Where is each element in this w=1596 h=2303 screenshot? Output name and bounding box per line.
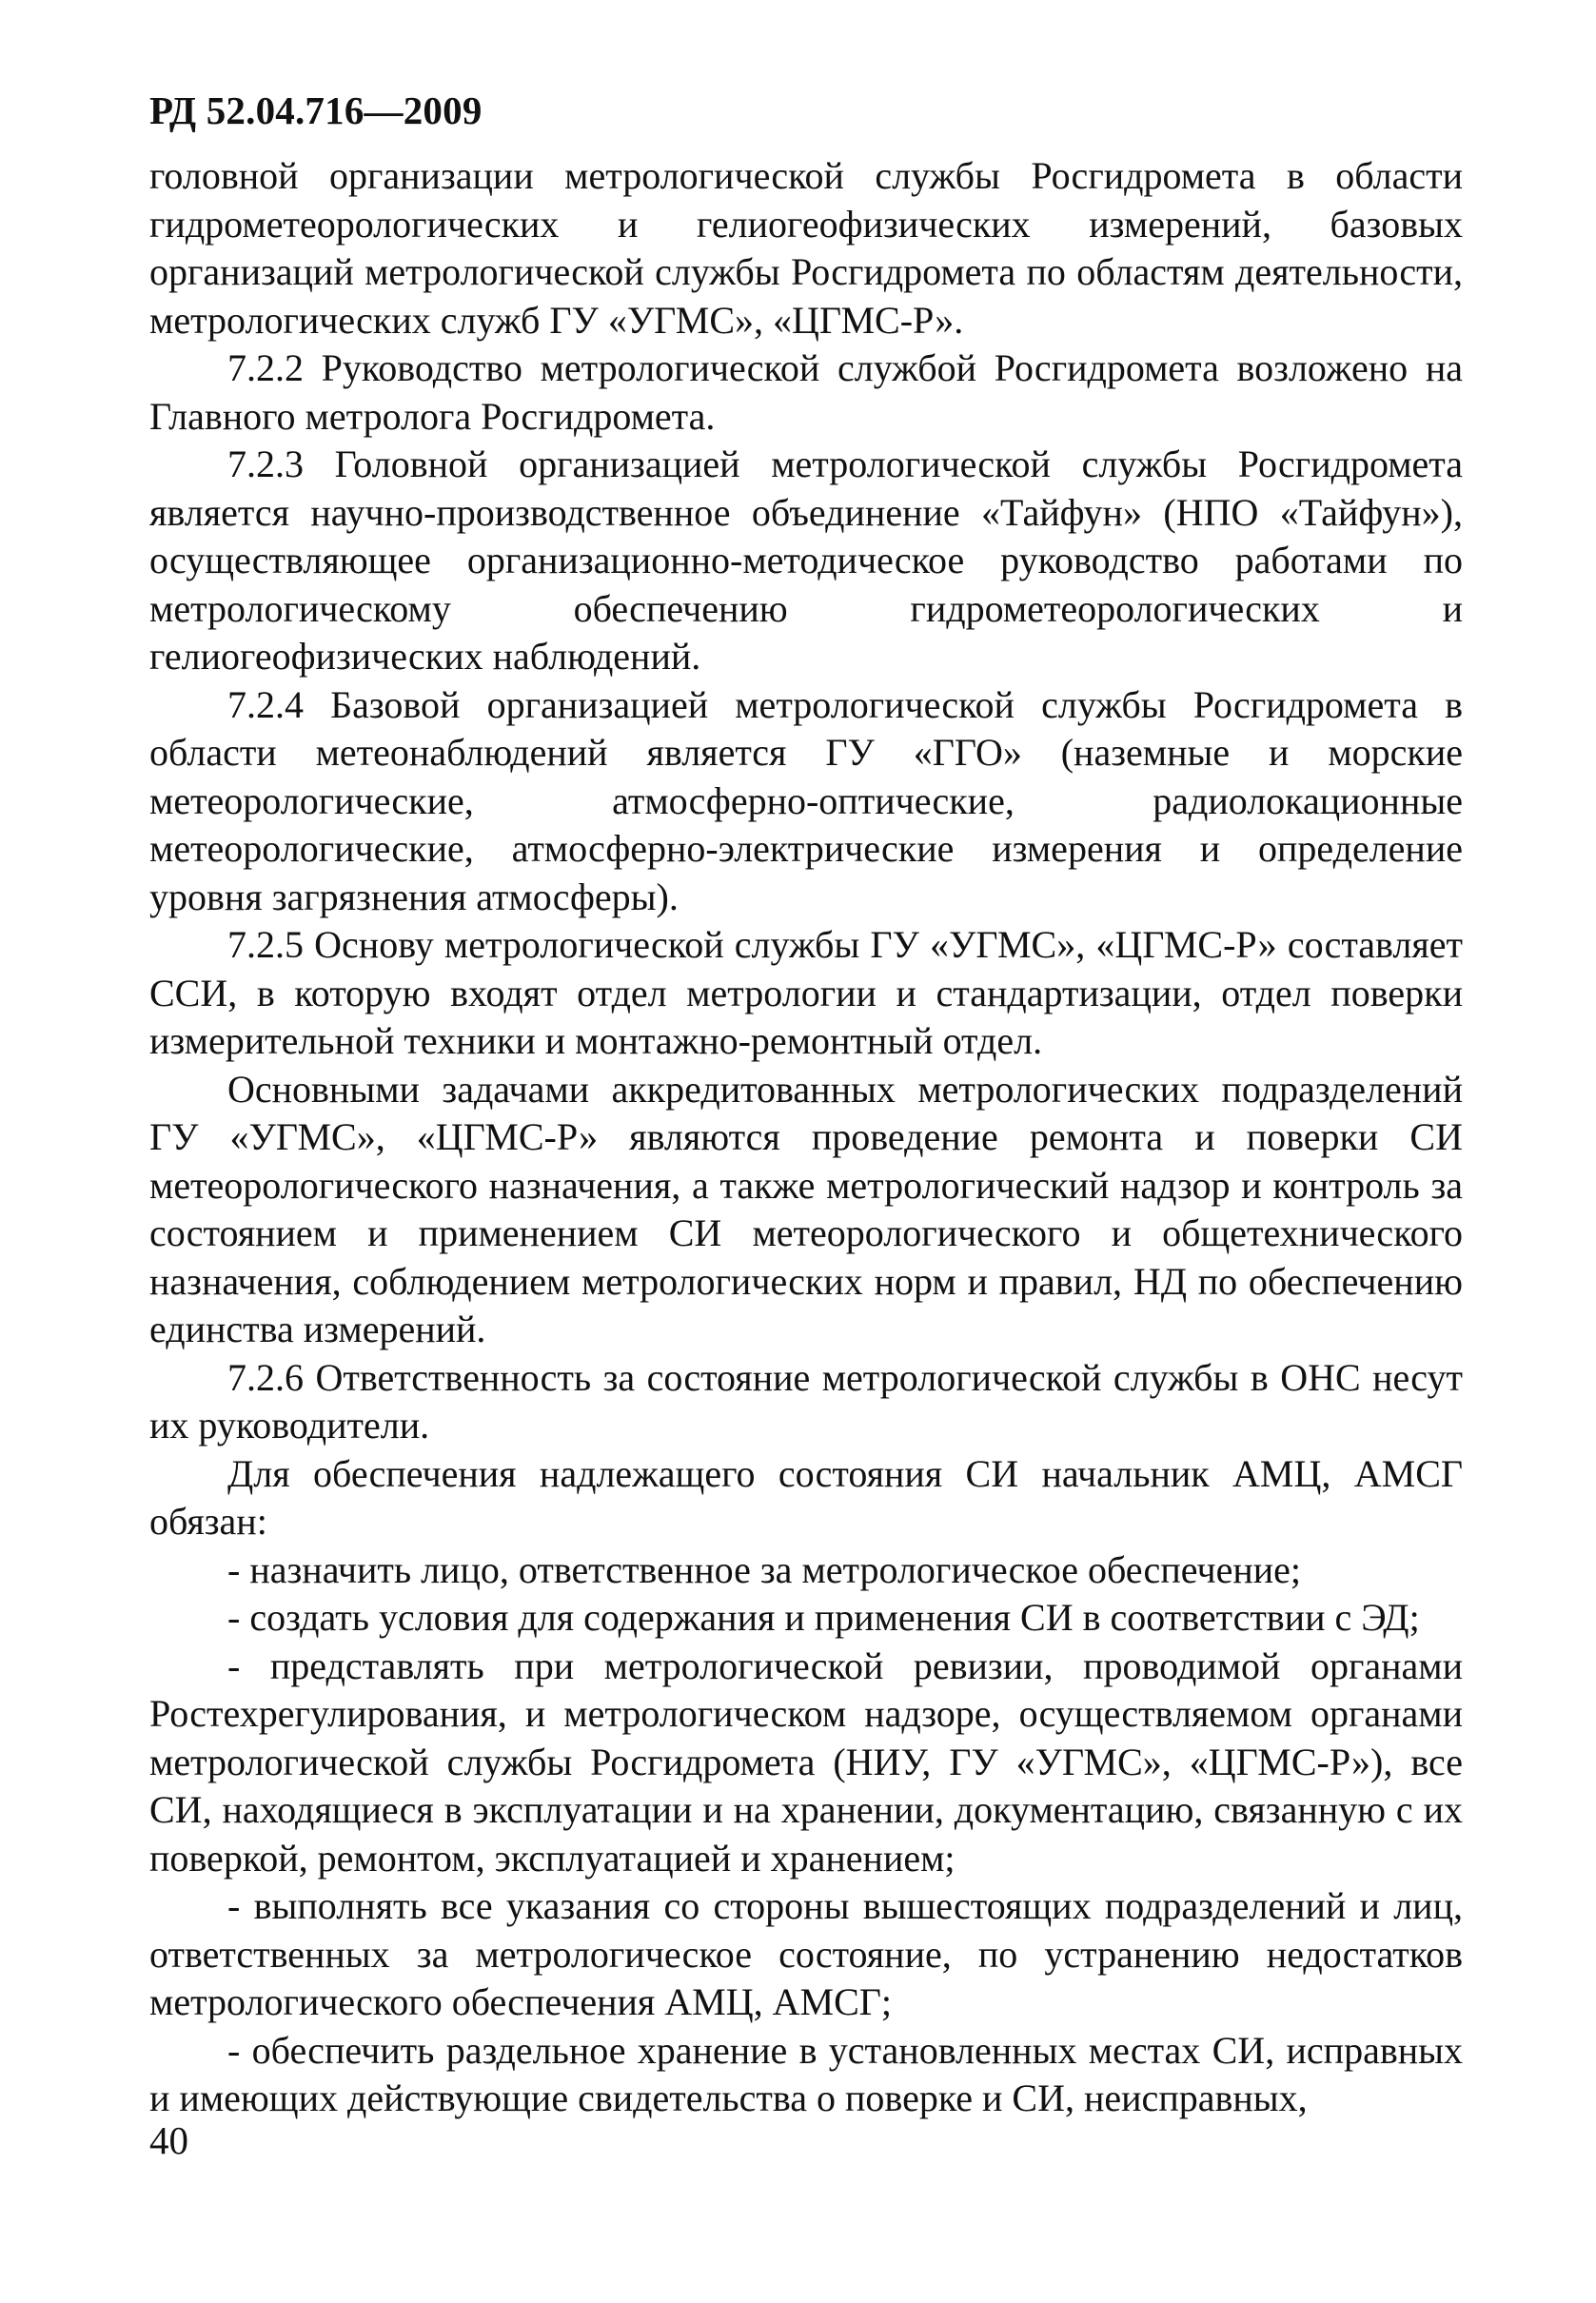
- list-item: - представлять при метрологической ревизии, проводимой органами Ростехрегулирования, и метрологическом надзоре, осуществляемом органами метрологической службы Росгидромета (НИУ, ГУ «УГМС», «ЦГМС-Р»), все СИ, находящиеся в эксплуатации и на хранении, документацию, связанную с их поверкой, ремонтом, эксплуатацией и хранением;: [149, 1644, 1463, 1880]
- paragraph-continuation: головной организации метрологической службы Росгидромета в области гидрометеорологических и гелиогеофизических измерений, базовых организаций метрологической службы Росгидромета по областям деятельности, метрологических служб ГУ «УГМС», «ЦГМС-Р».: [149, 154, 1463, 342]
- paragraph-7-2-2: 7.2.2 Руководство метрологической службой Росгидромета возложено на Главного метролога Росгидромета.: [149, 346, 1463, 438]
- list-item: - обеспечить раздельное хранение в установленных местах СИ, исправных и имеющих действующие свидетельства о поверке и СИ, неисправных,: [149, 2028, 1463, 2119]
- document-code-header: РД 52.04.716—2009: [149, 89, 483, 132]
- paragraph-main-tasks: Основными задачами аккредитованных метрологических подразделений ГУ «УГМС», «ЦГМС-Р» являются проведение ремонта и поверки СИ метеорологического назначения, а также метрологический надзор и контроль за состоянием и применением СИ метеорологического и общетехнического назначения, соблюдением метрологических норм и правил, НД по обеспечению единства измерений.: [149, 1067, 1463, 1350]
- list-item: - выполнять все указания со стороны вышестоящих подразделений и лиц, ответственных за метрологическое состояние, по устранению недостатков метрологического обеспечения АМЦ, АМСГ;: [149, 1884, 1463, 2023]
- body-text: [149, 152, 1463, 2123]
- list-item: - создать условия для содержания и применения СИ в соответствии с ЭД;: [227, 1596, 1420, 1639]
- page-number: 40: [149, 2118, 188, 2162]
- paragraph-7-2-4: 7.2.4 Базовой организацией метрологической службы Росгидромета в области метеонаблюдений является ГУ «ГГО» (наземные и морские метеорологические, атмосферно-оптические, радиолокационные метеорологические, атмосферно-электрические измерения и определение уровня загрязнения атмосферы).: [149, 682, 1463, 918]
- paragraph-7-2-6: 7.2.6 Ответственность за состояние метрологической службы в ОНС несут их руководители.: [149, 1355, 1463, 1447]
- paragraph-7-2-5: 7.2.5 Основу метрологической службы ГУ «УГМС», «ЦГМС-Р» составляет ССИ, в которую входят отдел метрологии и стандартизации, отдел поверки измерительной техники и монтажно-ремонтный отдел.: [149, 923, 1463, 1062]
- paragraph-obligations-intro: Для обеспечения надлежащего состояния СИ начальник АМЦ, АМСГ обязан:: [149, 1451, 1463, 1543]
- list-item: - назначить лицо, ответственное за метрологическое обеспечение;: [227, 1547, 1302, 1591]
- paragraph-7-2-3: 7.2.3 Головной организацией метрологической службы Росгидромета является научно-производственное объединение «Тайфун» (НПО «Тайфун»), осуществляющее организационно-методическое руководство работами по метрологическому обеспечению гидрометеорологических и гелиогеофизических наблюдений.: [149, 443, 1463, 678]
